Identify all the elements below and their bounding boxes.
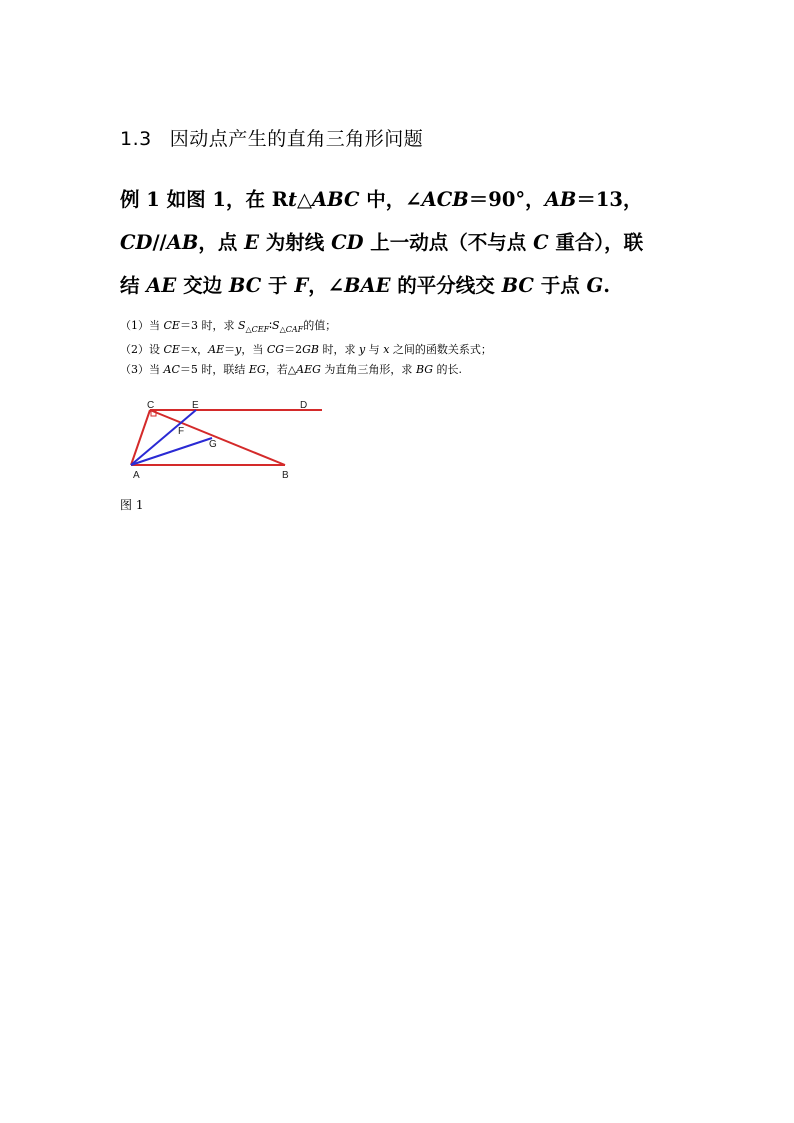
text: E: [244, 231, 259, 254]
text: C: [533, 231, 549, 254]
question-2: [120, 340, 492, 360]
text: CE: [163, 343, 180, 357]
geometry-figure: [118, 393, 338, 485]
text: ＝3 时，求: [179, 319, 238, 332]
text: ，∠: [308, 274, 345, 297]
text: ∶: [269, 319, 273, 332]
text: G: [586, 274, 604, 297]
text: EG: [248, 363, 266, 377]
text: （3）当: [120, 363, 164, 377]
text: △CAF: [279, 325, 304, 335]
text: BG: [415, 363, 434, 377]
text: t: [288, 188, 298, 211]
text: 例 1 如图 1，在 R: [120, 188, 288, 211]
text: ＝13，: [576, 188, 643, 211]
text: 与: [365, 343, 384, 357]
text: y: [358, 343, 366, 357]
text: F: [294, 274, 309, 297]
segment-cb: [150, 410, 285, 465]
text: 交边: [176, 274, 229, 297]
text: CD: [120, 231, 153, 254]
text: BC: [501, 274, 534, 297]
text: ABC: [312, 188, 360, 211]
example-line-1: [120, 178, 700, 221]
label-f: F: [178, 426, 185, 437]
text: 结: [120, 274, 147, 297]
text: .: [603, 274, 610, 297]
text: GB: [302, 343, 319, 357]
text: △CEF: [245, 325, 270, 335]
text: S: [272, 319, 280, 332]
text: （2）设: [120, 343, 164, 357]
text: 之间的函数关系式；: [389, 343, 492, 357]
label-e: E: [192, 400, 199, 411]
text: AB: [166, 231, 199, 254]
text: 中，∠: [359, 188, 422, 211]
text: （1）当: [120, 319, 164, 332]
text: x: [383, 343, 390, 357]
text: AE: [146, 274, 177, 297]
text: △: [297, 188, 313, 211]
section-title: [120, 124, 423, 151]
segment-ag: [131, 438, 212, 465]
text: S: [237, 319, 246, 332]
text: ＝2: [284, 343, 303, 357]
label-b: B: [282, 470, 289, 481]
question-list: [120, 316, 492, 380]
question-3: [120, 360, 492, 380]
text: ＝5 时，联结: [179, 363, 249, 377]
text: 的平分线交: [390, 274, 502, 297]
text: ACB: [421, 188, 469, 211]
label-d: D: [300, 400, 308, 411]
text: BAE: [344, 274, 391, 297]
text: AC: [163, 363, 180, 377]
text: ，若△: [265, 363, 297, 377]
text: CE: [163, 319, 180, 332]
figure-caption: 图 1: [120, 498, 144, 512]
text: CG: [266, 343, 285, 357]
label-g: G: [209, 439, 217, 450]
example-line-3: [120, 264, 700, 307]
text: CD: [331, 231, 364, 254]
text: BC: [228, 274, 262, 297]
text: ＝: [179, 343, 191, 357]
text: //: [152, 231, 167, 254]
text: 于: [261, 274, 295, 297]
text: ，点: [198, 231, 245, 254]
text: 为直角三角形，求: [320, 363, 416, 377]
label-a: A: [133, 470, 140, 481]
example-line-2: [120, 221, 700, 264]
text: ＝: [224, 343, 236, 357]
text: AB: [544, 188, 577, 211]
text: x: [190, 343, 198, 357]
text: 的长.: [433, 363, 463, 377]
text: 的值；: [303, 319, 337, 332]
text: 于点: [533, 274, 587, 297]
text: AEG: [296, 363, 321, 377]
text: ，: [197, 343, 209, 357]
text: AE: [208, 343, 225, 357]
text: ，当: [241, 343, 267, 357]
example-problem: [120, 178, 700, 307]
section-heading: 因动点产生的直角三角形问题: [169, 128, 424, 150]
section-number: 1.3: [120, 128, 152, 150]
text: 时，求: [318, 343, 359, 357]
text: 为射线: [258, 231, 332, 254]
text: 重合），联: [548, 231, 644, 254]
label-c: C: [147, 400, 155, 411]
text: 上一动点（不与点: [363, 231, 534, 254]
text: ＝90°，: [468, 188, 545, 211]
text: y: [235, 343, 242, 357]
question-1: [120, 316, 492, 340]
